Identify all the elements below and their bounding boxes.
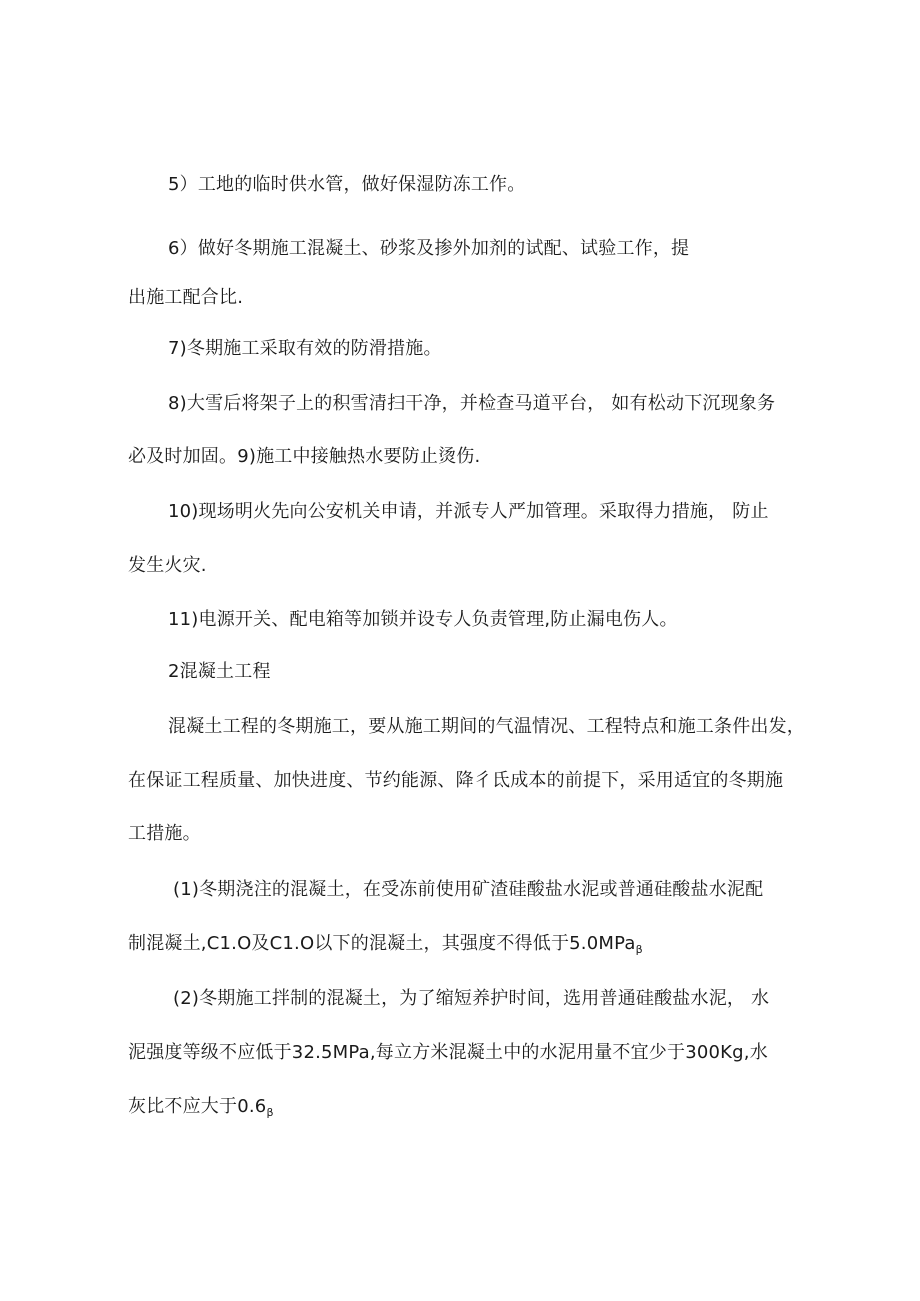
item-6-line-2: 出施工配合比. (128, 287, 244, 308)
item-8-line-2: 必及时加固。9)施工中接触热水要防止烫伤. (128, 446, 481, 467)
item-10-line-2: 发生火灾. (128, 555, 207, 576)
para-2-line-1: (2)冬期施工拌制的混凝土，为了缩短养护时间，选用普通硅酸盐水泥， 水 (173, 988, 770, 1009)
para-1-line-2-text: 制混凝土,C1.O及C1.O以下的混凝土，其强度不得低于5.0MPa (128, 933, 636, 954)
para-2-line-3-text: 灰比不应大于0.6 (128, 1096, 267, 1117)
item-10-line-1: 10)现场明火先向公安机关申请，并派专人严加管理。采取得力措施， 防止 (168, 501, 769, 522)
intro-line-3: 工措施。 (128, 823, 201, 844)
para-1-line-1: (1)冬期浇注的混凝土，在受冻前使用矿渣硅酸盐水泥或普通硅酸盐水泥配 (173, 879, 764, 900)
item-8-line-1: 8)大雪后将架子上的积雪清扫干净，并检查马道平台， 如有松动下沉现象务 (168, 393, 776, 414)
item-6-line-1: 6）做好冬期施工混凝土、砂浆及掺外加剂的试配、试验工作，提 (168, 238, 690, 259)
para-2-subscript: β (266, 1106, 274, 1119)
intro-line-2: 在保证工程质量、加快进度、节约能源、降彳氐成本的前提下，采用适宜的冬期施 (128, 770, 784, 791)
item-5-line-1: 5）工地的临时供水管，做好保湿防冻工作。 (168, 174, 526, 195)
intro-line-1: 混凝土工程的冬期施工，要从施工期间的气温情况、工程特点和施工条件出发， (168, 716, 805, 737)
para-2-line-3 (128, 1095, 274, 1125)
item-11-line-1: 11)电源开关、配电箱等加锁并设专人负责管理,防止漏电伤人。 (168, 609, 678, 630)
para-1-subscript: β (635, 943, 643, 956)
section-heading: 2混凝土工程 (168, 661, 271, 682)
para-2-line-2: 泥强度等级不应低于32.5MPa,每立方米混凝土中的水泥用量不宜少于300Kg,水 (128, 1042, 768, 1063)
item-7-line-1: 7)冬期施工采取有效的防滑措施。 (168, 338, 442, 359)
para-1-line-2 (128, 932, 643, 962)
